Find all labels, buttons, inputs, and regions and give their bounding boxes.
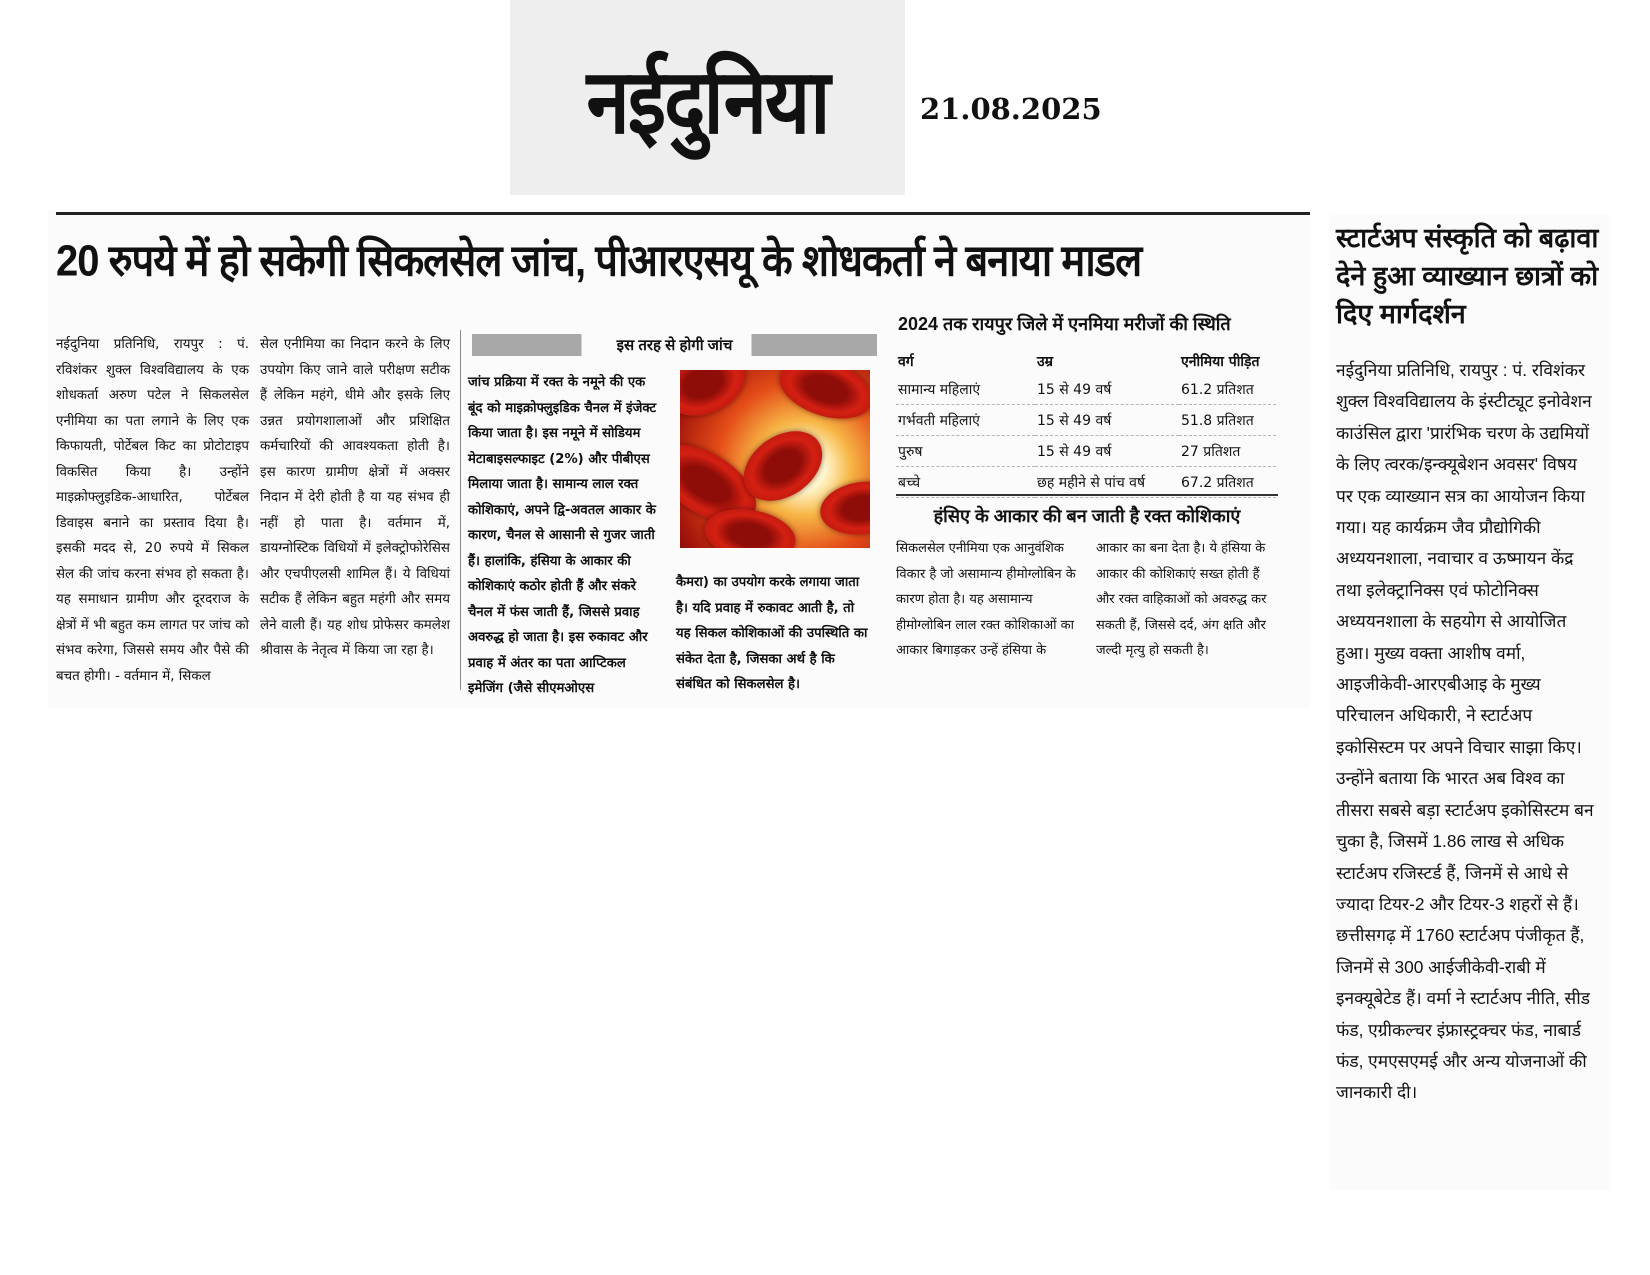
table-row [896,467,1276,498]
table-header-cell: वर्ग [898,353,914,370]
table-cell: 27 प्रतिशत [1179,436,1276,467]
side-news-clipping [1330,215,1610,1190]
main-news-clipping [48,210,1310,708]
table-cell: 51.8 प्रतिशत [1179,405,1276,436]
newspaper-logo: नईदुनिया [586,50,829,154]
process-box-heading-text: इस तरह से होगी जांच [616,337,733,354]
table-cell: 67.2 प्रतिशत [1179,467,1276,498]
table-cell: 15 से 49 वर्ष [1035,405,1179,436]
process-column-1: जांच प्रक्रिया में रक्त के नमूने की एक बूंद को माइक्रोफ्लुइडिक चैनल में इंजेक्ट किया जाता है। इस नमूने में सोडियम मेटाबाइसल्फाइट (2%) और पीबीएस मिलाया जाता है। सामान्य लाल रक्त कोशिकाएं, अपने द्वि-अवतल आकार के कारण, चैनल से आसानी से गुजर जाती हैं। हालांकि, हंसिया के आकार की कोशिकाएं कठोर होती हैं और संकरे चैनल में फंस जाती हैं, जिससे प्रवाह अवरुद्ध हो जाता है। इस रुकावट और प्रवाह में अंतर का पता आप्टिकल इमेजिंग (जैसे सीएमओएस [468,375,657,696]
table-header-row [896,348,1276,374]
table-cell: 15 से 49 वर्ष [1035,374,1179,405]
side-story-body: नईदुनिया प्रतिनिधि, रायपुर : पं. रविशंकर शुक्ल विश्वविद्यालय के इंस्टीट्यूट इनोवेशन काउंसिल द्वारा 'प्रारंभिक चरण के उद्यमियों के लिए त्वरक/इन्क्यूबेशन अवसर' विषय पर एक व्याख्यान सत्र का आयोजन किया गया। यह कार्यक्रम जैव प्रौद्योगिकी अध्ययनशाला, नवाचार व ऊष्मायन केंद्र तथा इलेक्ट्रानिक्स एवं फोटोनिक्स अध्ययनशाला के सहयोग से आयोजित हुआ। मुख्य वक्ता आशीष वर्मा, आइजीकेवी-आरएबीआइ के मुख्य परिचालन अधिकारी, ने स्टार्टअप इकोसिस्टम पर अपने विचार साझा किए। उन्होंने बताया कि भारत अब विश्व का तीसरा सबसे बड़ा स्टार्टअप इकोसिस्टम बन चुका है, जिसमें 1.86 लाख से अधिक स्टार्टअप रजिस्टर्ड हैं, जिनमें से आधे से ज्यादा टियर-2 और टियर-3 शहरों से हैं। छत्तीसगढ़ में 1760 स्टार्टअप पंजीकृत हैं, जिनमें से 300 आईजीकेवी-राबी में इनक्यूबेटेड हैं। वर्मा ने स्टार्टअप नीति, सीड फंड, एग्रीकल्चर इंफ्रास्ट्रक्चर फंड, नाबार्ड फंड, एमएसएमई और अन्य योजनाओं की जानकारी दी। [1336,360,1594,1103]
sickle-info-column-1: सिकलसेल एनीमिया एक आनुवंशिक विकार है जो असामान्य हीमोग्लोबिन के कारण होता है। यह असामान्य हीमोग्लोबिन लाल रक्त कोशिकाओं का आकार बिगाड़कर उन्हें हंसिया के [896,541,1076,658]
table-cell: गर्भवती महिलाएं [896,405,1035,436]
table-row [896,405,1276,436]
story-column-1: नईदुनिया प्रतिनिधि, रायपुर : पं. रविशंकर शुक्ल विश्वविद्यालय के एक शोधकर्ता अरुण पटेल ने सिकलसेल एनीमिया का पता लगाने के लिए एक किफायती, पोर्टेबल किट का प्रोटोटाइप विकसित किया है। उन्होंने माइक्रोफ्लुइडिक-आधारित, पोर्टेबल डिवाइस बनाने का प्रस्ताव दिया है। इसकी मदद से, 20 रुपये में सिकल सेल की जांच करना संभव हो सकता है। यह समाधान ग्रामीण और दूरदराज के क्षेत्रों में भी बहुत कम लागत पर जांच को संभव करेगा, जिससे समय और पैसे की बचत होगी। - वर्तमान में, सिकल [56,337,249,684]
process-box-heading [472,334,877,356]
side-headline: स्टार्टअप संस्कृति को बढ़ावा देने हुआ व्याख्यान छात्रों को दिए मार्गदर्शन [1336,223,1599,329]
top-rule [56,212,1310,215]
table-header-cell: उम्र [1037,353,1054,370]
anemia-statistics-table [896,348,1276,498]
sub-headline: हंसिए के आकार की बन जाती है रक्त कोशिकाएं [933,506,1241,526]
issue-date: 21.08.2025 [920,92,1102,126]
story-column-2: सेल एनीमिया का निदान करने के लिए उपयोग किए जाने वाले परीक्षण सटीक हैं लेकिन महंगे, धीमे और इसके लिए उन्नत प्रयोगशालाओं और प्रशिक्षित कर्मचारियों की आवश्यकता होती है। इस कारण ग्रामीण क्षेत्रों में अक्सर निदान में देरी होती है या यह संभव ही नहीं हो पाता है। वर्तमान में, डायग्नोस्टिक विधियों में इलेक्ट्रोफोरेसिस और एचपीएलसी शामिल हैं। ये विधियां सटीक हैं लेकिन बहुत महंगी और समय लेने वाली हैं। यह शोध प्रोफेसर कमलेश श्रीवास के नेतृत्व में किया जा रहा है। [260,337,450,658]
table-row [896,374,1276,405]
table-cell: 15 से 49 वर्ष [1035,436,1179,467]
masthead-logo-box [510,0,905,195]
table-cell: बच्चे [896,467,1035,498]
red-blood-cells-photo [680,370,870,548]
process-column-2: कैमरा) का उपयोग करके लगाया जाता है। यदि प्रवाह में रुकावट आती है, तो यह सिकल कोशिकाओं की उपस्थिति का संकेत देता है, जिसका अर्थ है कि संबंधित को सिकलसेल है। [676,575,868,692]
table-header-cell: एनीमिया पीड़ित [1181,353,1260,370]
main-headline: 20 रुपये में हो सकेगी सिकलसेल जांच, पीआरएसयू के शोधकर्ता ने बनाया माडल [56,236,1142,286]
table-cell: छह महीने से पांच वर्ष [1035,467,1179,498]
table-bottom-rule [896,494,1278,496]
column-divider [460,330,461,690]
anemia-table-title: 2024 तक रायपुर जिले में एनमिया मरीजों की स्थिति [898,314,1231,334]
table-row [896,436,1276,467]
table-cell: 61.2 प्रतिशत [1179,374,1276,405]
sickle-info-column-2: आकार का बना देता है। ये हंसिया के आकार की कोशिकाएं सख्त होती हैं और रक्त वाहिकाओं को अवरुद्ध कर सकती हैं, जिससे दर्द, अंग क्षति और जल्दी मृत्यु हो सकती है। [1096,541,1267,658]
table-cell: सामान्य महिलाएं [896,374,1035,405]
table-cell: पुरुष [896,436,1035,467]
